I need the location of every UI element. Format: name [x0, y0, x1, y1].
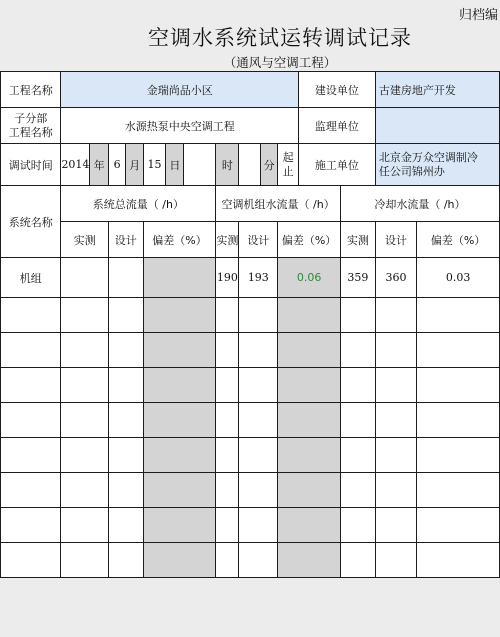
- cool-design-cell[interactable]: [375, 438, 416, 473]
- cool-actual-cell[interactable]: [340, 508, 375, 543]
- ac-actual-cell[interactable]: [216, 543, 239, 578]
- ac-deviation-cell[interactable]: [278, 368, 341, 403]
- cool-actual-header: 实测: [340, 222, 375, 258]
- cool-design-cell[interactable]: [375, 543, 416, 578]
- ac-deviation-cell[interactable]: [278, 473, 341, 508]
- system-name-cell[interactable]: [1, 333, 61, 368]
- total-design-cell[interactable]: [108, 298, 143, 333]
- total-design-cell[interactable]: [108, 508, 143, 543]
- cool-actual-cell[interactable]: [340, 473, 375, 508]
- total-design-cell[interactable]: [108, 473, 143, 508]
- cooling-water-flow-header: 冷却水流量（ /h）: [340, 186, 499, 222]
- start-end-label: [278, 144, 299, 186]
- day-unit: 日: [166, 144, 184, 186]
- day-value[interactable]: 15: [143, 144, 166, 186]
- end-label: 止: [282, 164, 294, 178]
- ac-actual-header: 实测: [216, 222, 239, 258]
- ac-design-cell[interactable]: 193: [239, 258, 278, 298]
- total-deviation-cell[interactable]: [143, 543, 216, 578]
- project-name-label: 工程名称: [1, 72, 61, 108]
- total-actual-cell[interactable]: [61, 543, 108, 578]
- total-design-cell[interactable]: [108, 438, 143, 473]
- total-actual-cell[interactable]: [61, 368, 108, 403]
- page-title: 空调水系统试运转调试记录: [148, 26, 412, 50]
- cool-actual-cell[interactable]: [340, 543, 375, 578]
- cool-design-cell[interactable]: 360: [375, 258, 416, 298]
- year-value[interactable]: 2014: [61, 144, 90, 186]
- cool-design-cell[interactable]: [375, 508, 416, 543]
- ac-deviation-cell[interactable]: [278, 438, 341, 473]
- ac-design-cell[interactable]: [239, 508, 278, 543]
- archive-number-label: 归档编: [458, 8, 498, 23]
- table-row: [1, 403, 500, 438]
- start-label: 起: [282, 150, 294, 164]
- minute-unit: 分: [260, 144, 277, 186]
- total-design-cell[interactable]: [108, 258, 143, 298]
- table-row: [1, 438, 500, 473]
- sub-project-label: [1, 108, 61, 144]
- cool-design-cell[interactable]: [375, 473, 416, 508]
- ac-unit-flow-header: 空调机组水流量（ /h）: [216, 186, 341, 222]
- ac-deviation-header: 偏差（%）: [278, 222, 341, 258]
- month-unit: 月: [126, 144, 143, 186]
- cool-design-cell[interactable]: [375, 333, 416, 368]
- total-design-cell[interactable]: [108, 368, 143, 403]
- hour-value[interactable]: [184, 144, 216, 186]
- system-name-cell[interactable]: [1, 473, 61, 508]
- system-name-cell[interactable]: [1, 403, 61, 438]
- system-name-cell[interactable]: [1, 438, 61, 473]
- cool-actual-cell[interactable]: [340, 403, 375, 438]
- total-deviation-cell[interactable]: [143, 298, 216, 333]
- ac-design-cell[interactable]: [239, 403, 278, 438]
- ac-design-cell[interactable]: [239, 298, 278, 333]
- table-row: [1, 368, 500, 403]
- ac-actual-cell[interactable]: [216, 403, 239, 438]
- ac-design-cell[interactable]: [239, 368, 278, 403]
- ac-deviation-cell[interactable]: [278, 543, 341, 578]
- total-design-cell[interactable]: [108, 543, 143, 578]
- ac-actual-cell[interactable]: [216, 473, 239, 508]
- year-unit: 年: [90, 144, 108, 186]
- ac-actual-cell[interactable]: [216, 438, 239, 473]
- cool-deviation-cell[interactable]: [417, 368, 500, 403]
- ac-design-cell[interactable]: [239, 438, 278, 473]
- cool-deviation-cell[interactable]: [417, 438, 500, 473]
- ac-deviation-cell[interactable]: 0.06: [278, 258, 341, 298]
- ac-design-cell[interactable]: [239, 333, 278, 368]
- builder-value[interactable]: 古建房地产开发: [375, 72, 499, 108]
- cool-deviation-cell[interactable]: [417, 298, 500, 333]
- total-actual-cell[interactable]: [61, 258, 108, 298]
- contractor-line2: 任公司锦州办: [378, 164, 445, 178]
- table-row: [1, 543, 500, 578]
- cool-actual-cell[interactable]: 359: [340, 258, 375, 298]
- cool-actual-cell[interactable]: [340, 333, 375, 368]
- ac-design-cell[interactable]: [239, 473, 278, 508]
- system-name-cell[interactable]: [1, 543, 61, 578]
- system-name-cell[interactable]: 机组: [1, 258, 61, 298]
- table-row: [1, 333, 500, 368]
- ac-actual-cell[interactable]: [216, 368, 239, 403]
- project-name-value[interactable]: 金瑞尚品小区: [61, 72, 299, 108]
- sub-project-label-line2: 工程名称: [8, 125, 53, 139]
- total-actual-cell[interactable]: [61, 438, 108, 473]
- ac-deviation-cell[interactable]: [278, 403, 341, 438]
- contractor-value[interactable]: [375, 144, 499, 186]
- supervisor-value[interactable]: [375, 108, 499, 144]
- total-actual-cell[interactable]: [61, 333, 108, 368]
- cool-deviation-cell[interactable]: [417, 543, 500, 578]
- table-row: [1, 508, 500, 543]
- ac-deviation-cell[interactable]: [278, 508, 341, 543]
- system-name-cell[interactable]: [1, 508, 61, 543]
- cool-actual-cell[interactable]: [340, 368, 375, 403]
- total-actual-cell[interactable]: [61, 403, 108, 438]
- total-design-header: 设计: [108, 222, 143, 258]
- total-deviation-cell[interactable]: [143, 473, 216, 508]
- cool-design-cell[interactable]: [375, 298, 416, 333]
- total-deviation-header: 偏差（%）: [143, 222, 216, 258]
- cool-actual-cell[interactable]: [340, 298, 375, 333]
- total-actual-cell[interactable]: [61, 298, 108, 333]
- ac-actual-cell[interactable]: [216, 508, 239, 543]
- sub-project-label-line1: 子分部: [14, 111, 48, 125]
- total-actual-cell[interactable]: [61, 508, 108, 543]
- system-name-cell[interactable]: [1, 368, 61, 403]
- page-subtitle: （通风与空调工程）: [223, 55, 337, 70]
- system-name-header: 系统名称: [1, 186, 61, 258]
- total-deviation-cell[interactable]: [143, 508, 216, 543]
- cool-deviation-cell[interactable]: 0.03: [417, 258, 500, 298]
- ac-actual-cell[interactable]: [216, 298, 239, 333]
- table-row: [1, 298, 500, 333]
- cool-design-cell[interactable]: [375, 403, 416, 438]
- month-value[interactable]: 6: [108, 144, 126, 186]
- hour-unit: 时: [216, 144, 239, 186]
- ac-deviation-cell[interactable]: [278, 298, 341, 333]
- record-table: [0, 71, 500, 578]
- supervisor-label: 监理单位: [299, 108, 376, 144]
- total-deviation-cell[interactable]: [143, 368, 216, 403]
- sub-project-value[interactable]: 水源热泵中央空调工程: [61, 108, 299, 144]
- total-actual-cell[interactable]: [61, 473, 108, 508]
- total-deviation-cell[interactable]: [143, 403, 216, 438]
- table-row: [1, 258, 500, 298]
- cool-deviation-cell[interactable]: [417, 508, 500, 543]
- cool-deviation-header: 偏差（%）: [417, 222, 500, 258]
- system-name-cell[interactable]: [1, 298, 61, 333]
- ac-design-header: 设计: [239, 222, 278, 258]
- cool-actual-cell[interactable]: [340, 438, 375, 473]
- ac-actual-cell[interactable]: 190: [216, 258, 239, 298]
- contractor-label: 施工单位: [299, 144, 376, 186]
- total-deviation-cell[interactable]: [143, 438, 216, 473]
- total-deviation-cell[interactable]: [143, 258, 216, 298]
- ac-deviation-cell[interactable]: [278, 333, 341, 368]
- test-time-label: 调试时间: [1, 144, 61, 186]
- table-row: [1, 473, 500, 508]
- minute-value[interactable]: [239, 144, 261, 186]
- ac-actual-cell[interactable]: [216, 333, 239, 368]
- total-actual-header: 实测: [61, 222, 108, 258]
- contractor-line1: 北京金万众空调制冷: [378, 150, 478, 164]
- cool-design-header: 设计: [375, 222, 416, 258]
- ac-design-cell[interactable]: [239, 543, 278, 578]
- cool-design-cell[interactable]: [375, 368, 416, 403]
- cool-deviation-cell[interactable]: [417, 333, 500, 368]
- total-design-cell[interactable]: [108, 333, 143, 368]
- cool-deviation-cell[interactable]: [417, 473, 500, 508]
- total-design-cell[interactable]: [108, 403, 143, 438]
- builder-label: 建设单位: [299, 72, 376, 108]
- total-flow-header: 系统总流量（ /h）: [61, 186, 216, 222]
- cool-deviation-cell[interactable]: [417, 403, 500, 438]
- total-deviation-cell[interactable]: [143, 333, 216, 368]
